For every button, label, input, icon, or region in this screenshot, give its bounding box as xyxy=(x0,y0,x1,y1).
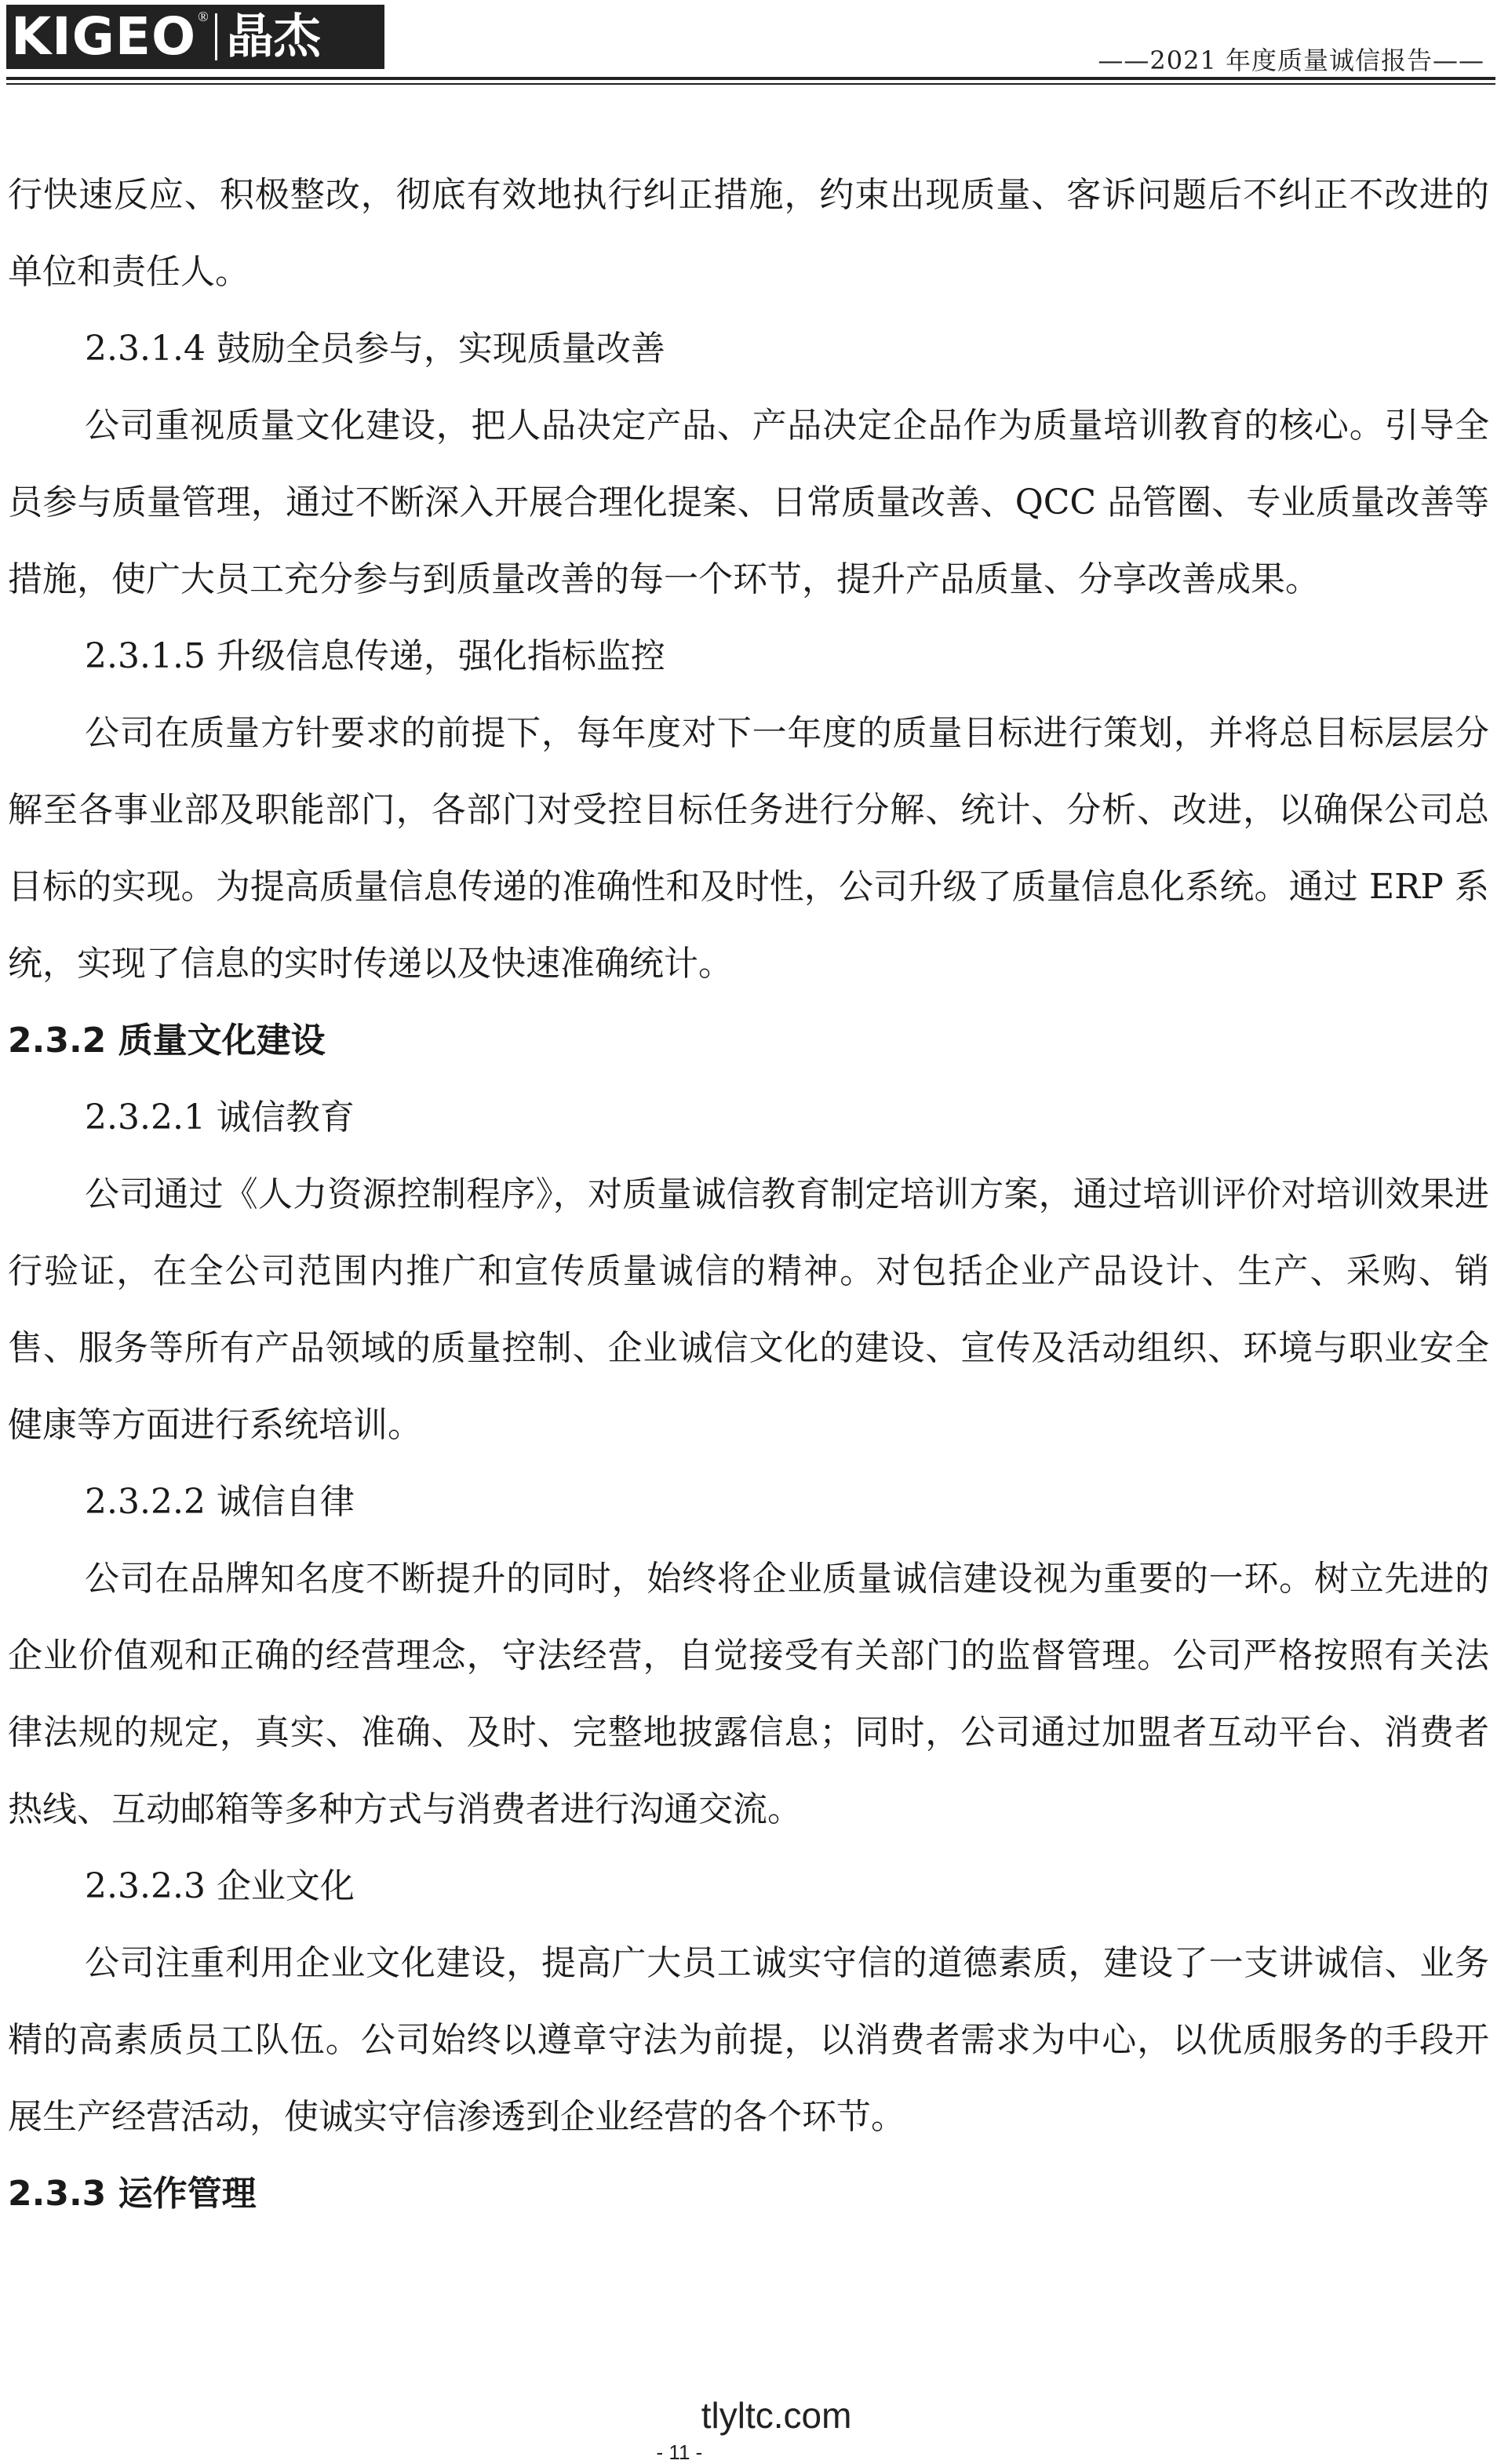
logo-wordmark: KIGEO xyxy=(11,6,197,67)
header-rule-thin xyxy=(6,83,1495,85)
section-heading-2-3-3: 2.3.3 运作管理 xyxy=(8,2174,257,2214)
paragraph: 公司在质量方针要求的前提下，每年度对下一年度的质量目标进行策划，并将总目标层层分解至各事业部及职能部门，各部门对受控目标任务进行分解、统计、分析、改进，以确保公司总目标的实现。为提高质量信息传递的准确性和及时性，公司升级了质量信息化系统。通过 ERP 系统，实现了信息的实时传递以及快速准确统计。 xyxy=(8,713,1489,984)
section-heading-2-3-2: 2.3.2 质量文化建设 xyxy=(8,1021,326,1061)
section-heading-2-3-2-1: 2.3.2.1 诚信教育 xyxy=(85,1097,355,1137)
section-heading-2-3-1-4: 2.3.1.4 鼓励全员参与，实现质量改善 xyxy=(85,329,665,369)
document-body xyxy=(8,157,1489,2233)
logo-chinese-name: 晶杰 xyxy=(226,9,321,64)
section-heading-2-3-2-3: 2.3.2.3 企业文化 xyxy=(85,1866,355,1906)
report-title: ——2021 年度质量诚信报告—— xyxy=(1098,45,1484,75)
company-logo xyxy=(6,5,384,69)
logo-divider xyxy=(215,13,217,60)
paragraph: 公司通过《人力资源控制程序》，对质量诚信教育制定培训方案，通过培训评价对培训效果进行验证，在全公司范围内推广和宣传质量诚信的精神。对包括企业产品设计、生产、采购、销售、服务等所有产品领域的质量控制、企业诚信文化的建设、宣传及活动组织、环境与职业安全健康等方面进行系统培训。 xyxy=(8,1174,1489,1445)
paragraph: 行快速反应、积极整改，彻底有效地执行纠正措施，约束出现质量、客诉问题后不纠正不改进的单位和责任人。 xyxy=(8,175,1489,292)
section-heading-2-3-2-2: 2.3.2.2 诚信自律 xyxy=(85,1482,355,1522)
registered-mark: ® xyxy=(198,8,209,24)
watermark: tlyltc.com xyxy=(701,2395,852,2436)
paragraph: 公司重视质量文化建设，把人品决定产品、产品决定企品作为质量培训教育的核心。引导全员参与质量管理，通过不断深入开展合理化提案、日常质量改善、QCC 品管圈、专业质量改善等措施，使广大员工充分参与到质量改善的每一个环节，提升产品质量、分享改善成果。 xyxy=(8,406,1489,599)
page-footer xyxy=(0,2394,1508,2464)
section-heading-2-3-1-5: 2.3.1.5 升级信息传递，强化指标监控 xyxy=(85,636,665,676)
page-number: - 11 - xyxy=(656,2440,703,2464)
paragraph: 公司在品牌知名度不断提升的同时，始终将企业质量诚信建设视为重要的一环。树立先进的企业价值观和正确的经营理念，守法经营，自觉接受有关部门的监督管理。公司严格按照有关法律法规的规定，真实、准确、及时、完整地披露信息；同时，公司通过加盟者互动平台、消费者热线、互动邮箱等多种方式与消费者进行沟通交流。 xyxy=(8,1559,1489,1829)
header-rule xyxy=(6,77,1495,80)
paragraph: 公司注重利用企业文化建设，提高广大员工诚实守信的道德素质，建设了一支讲诚信、业务精的高素质员工队伍。公司始终以遵章守法为前提，以消费者需求为中心，以优质服务的手段开展生产经营活动，使诚实守信渗透到企业经营的各个环节。 xyxy=(8,1943,1489,2137)
